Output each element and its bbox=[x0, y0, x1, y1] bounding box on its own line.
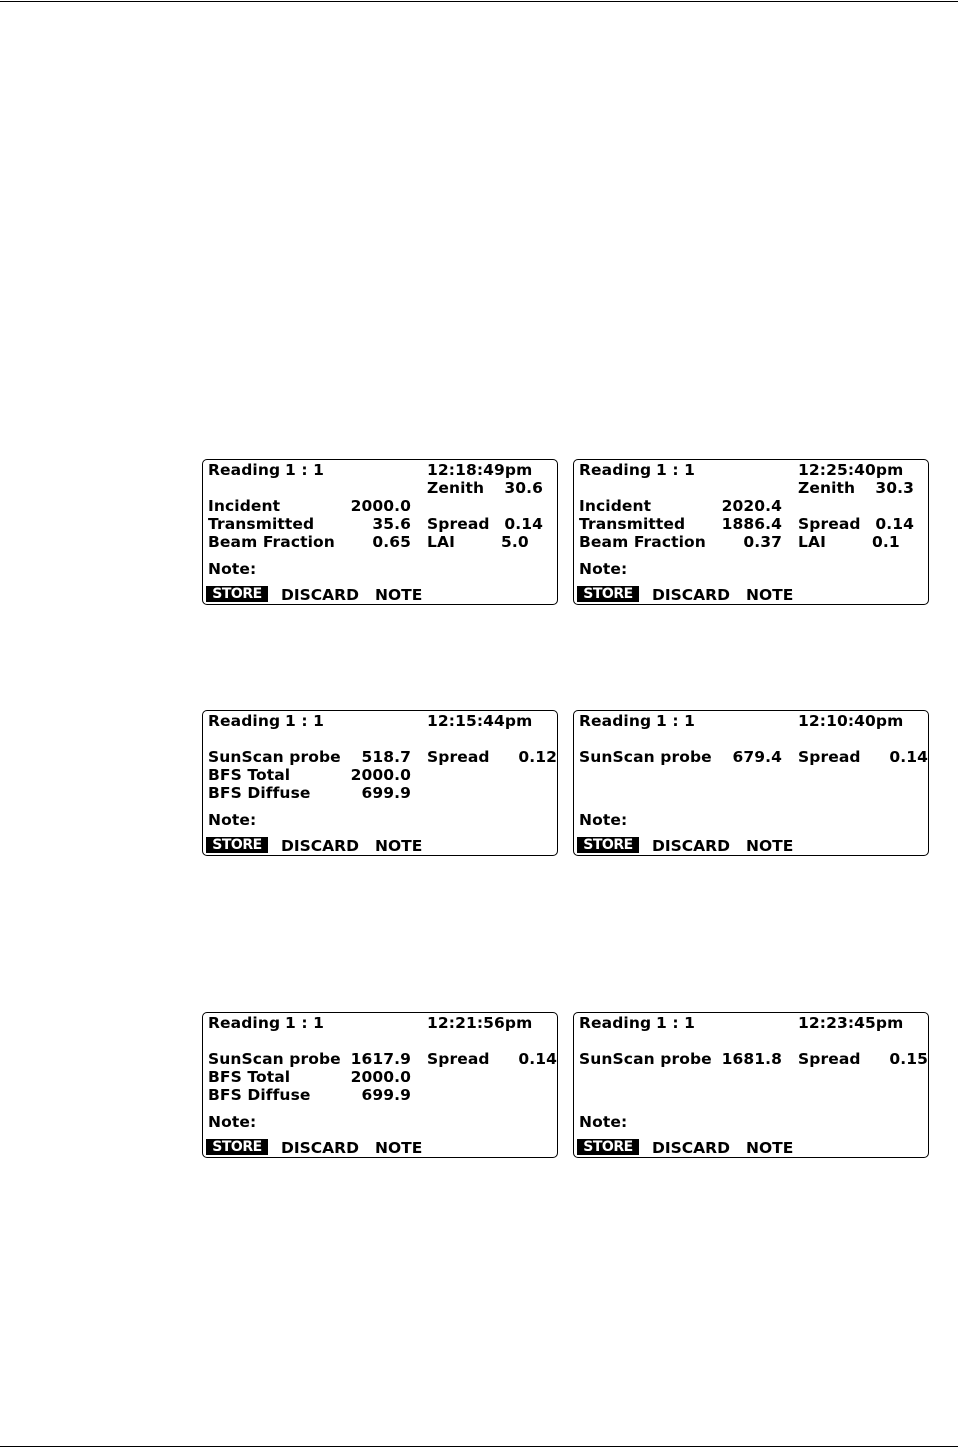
zenith-value: 30.6 bbox=[504, 479, 543, 497]
sunscan-probe-value: 1617.9 bbox=[350, 1050, 411, 1068]
spread-label: Spread bbox=[798, 748, 861, 766]
note-label: Note: bbox=[579, 1113, 628, 1131]
reading-label: Reading bbox=[208, 712, 281, 730]
lai-label: LAI bbox=[798, 533, 826, 551]
bfs-diffuse-label: BFS Diffuse bbox=[208, 1086, 311, 1104]
bfs-total-label: BFS Total bbox=[208, 1068, 291, 1086]
note-label: Note: bbox=[208, 1113, 257, 1131]
discard-button[interactable]: DISCARD bbox=[652, 837, 730, 855]
bfs-diffuse-value: 699.9 bbox=[361, 1086, 411, 1104]
sunscan-probe-value: 1681.8 bbox=[721, 1050, 782, 1068]
incident-value: 2020.4 bbox=[721, 497, 782, 515]
sunscan-probe-label: SunScan probe bbox=[208, 748, 341, 766]
spread-value: 0.14 bbox=[504, 515, 543, 533]
note-button[interactable]: NOTE bbox=[746, 586, 794, 604]
reading-screen-probe-2 bbox=[573, 1012, 929, 1158]
bfs-total-value: 2000.0 bbox=[350, 1068, 411, 1086]
transmitted-label: Transmitted bbox=[208, 515, 315, 533]
note-button[interactable]: NOTE bbox=[375, 586, 423, 604]
zenith-label: Zenith bbox=[427, 479, 485, 497]
reading-label: Reading bbox=[579, 712, 652, 730]
sunscan-probe-label: SunScan probe bbox=[579, 1050, 712, 1068]
beam-fraction-label: Beam Fraction bbox=[208, 533, 335, 551]
store-button[interactable]: STORE bbox=[206, 1139, 268, 1155]
sunscan-probe-label: SunScan probe bbox=[208, 1050, 341, 1068]
spread-value: 0.12 bbox=[518, 748, 557, 766]
sunscan-probe-value: 518.7 bbox=[361, 748, 411, 766]
reading-time: 12:18:49pm bbox=[427, 461, 533, 479]
store-button[interactable]: STORE bbox=[206, 586, 268, 602]
note-button[interactable]: NOTE bbox=[375, 1139, 423, 1157]
reading-time: 12:15:44pm bbox=[427, 712, 533, 730]
transmitted-value: 35.6 bbox=[372, 515, 411, 533]
store-button[interactable]: STORE bbox=[577, 586, 639, 602]
spread-label: Spread bbox=[427, 1050, 490, 1068]
store-button[interactable]: STORE bbox=[577, 1139, 639, 1155]
reading-time: 12:21:56pm bbox=[427, 1014, 533, 1032]
incident-label: Incident bbox=[579, 497, 652, 515]
discard-button[interactable]: DISCARD bbox=[281, 586, 359, 604]
reading-screen-bfs-2 bbox=[202, 1012, 558, 1158]
reading-label: Reading bbox=[579, 461, 652, 479]
spread-value: 0.14 bbox=[889, 748, 928, 766]
bfs-total-label: BFS Total bbox=[208, 766, 291, 784]
bfs-diffuse-value: 699.9 bbox=[361, 784, 411, 802]
discard-button[interactable]: DISCARD bbox=[281, 837, 359, 855]
incident-label: Incident bbox=[208, 497, 281, 515]
bfs-diffuse-label: BFS Diffuse bbox=[208, 784, 311, 802]
discard-button[interactable]: DISCARD bbox=[652, 586, 730, 604]
reading-screen-probe-1 bbox=[573, 710, 929, 856]
lai-value: 0.1 bbox=[872, 533, 900, 551]
reading-number: 1 : 1 bbox=[285, 712, 325, 730]
reading-screen-beam-fraction-1 bbox=[202, 459, 558, 605]
beam-fraction-label: Beam Fraction bbox=[579, 533, 706, 551]
lai-value: 5.0 bbox=[501, 533, 529, 551]
footer-rule bbox=[0, 1446, 958, 1447]
note-label: Note: bbox=[579, 811, 628, 829]
incident-value: 2000.0 bbox=[350, 497, 411, 515]
store-button[interactable]: STORE bbox=[206, 837, 268, 853]
reading-number: 1 : 1 bbox=[285, 461, 325, 479]
reading-number: 1 : 1 bbox=[656, 461, 696, 479]
spread-label: Spread bbox=[798, 515, 861, 533]
sunscan-probe-label: SunScan probe bbox=[579, 748, 712, 766]
sunscan-probe-value: 679.4 bbox=[732, 748, 782, 766]
reading-screen-beam-fraction-2 bbox=[573, 459, 929, 605]
store-button[interactable]: STORE bbox=[577, 837, 639, 853]
note-label: Note: bbox=[579, 560, 628, 578]
reading-time: 12:23:45pm bbox=[798, 1014, 904, 1032]
reading-label: Reading bbox=[208, 461, 281, 479]
lai-label: LAI bbox=[427, 533, 455, 551]
spread-label: Spread bbox=[427, 748, 490, 766]
note-button[interactable]: NOTE bbox=[375, 837, 423, 855]
beam-fraction-value: 0.37 bbox=[743, 533, 782, 551]
zenith-value: 30.3 bbox=[875, 479, 914, 497]
discard-button[interactable]: DISCARD bbox=[281, 1139, 359, 1157]
zenith-label: Zenith bbox=[798, 479, 856, 497]
note-button[interactable]: NOTE bbox=[746, 1139, 794, 1157]
header-rule bbox=[0, 1, 958, 2]
spread-value: 0.14 bbox=[875, 515, 914, 533]
spread-label: Spread bbox=[427, 515, 490, 533]
reading-number: 1 : 1 bbox=[656, 1014, 696, 1032]
spread-value: 0.14 bbox=[518, 1050, 557, 1068]
reading-time: 12:25:40pm bbox=[798, 461, 904, 479]
bfs-total-value: 2000.0 bbox=[350, 766, 411, 784]
reading-time: 12:10:40pm bbox=[798, 712, 904, 730]
spread-label: Spread bbox=[798, 1050, 861, 1068]
reading-label: Reading bbox=[579, 1014, 652, 1032]
discard-button[interactable]: DISCARD bbox=[652, 1139, 730, 1157]
transmitted-value: 1886.4 bbox=[721, 515, 782, 533]
spread-value: 0.15 bbox=[889, 1050, 928, 1068]
note-label: Note: bbox=[208, 811, 257, 829]
reading-screen-bfs-1 bbox=[202, 710, 558, 856]
reading-number: 1 : 1 bbox=[656, 712, 696, 730]
reading-label: Reading bbox=[208, 1014, 281, 1032]
note-button[interactable]: NOTE bbox=[746, 837, 794, 855]
note-label: Note: bbox=[208, 560, 257, 578]
reading-number: 1 : 1 bbox=[285, 1014, 325, 1032]
beam-fraction-value: 0.65 bbox=[372, 533, 411, 551]
transmitted-label: Transmitted bbox=[579, 515, 686, 533]
